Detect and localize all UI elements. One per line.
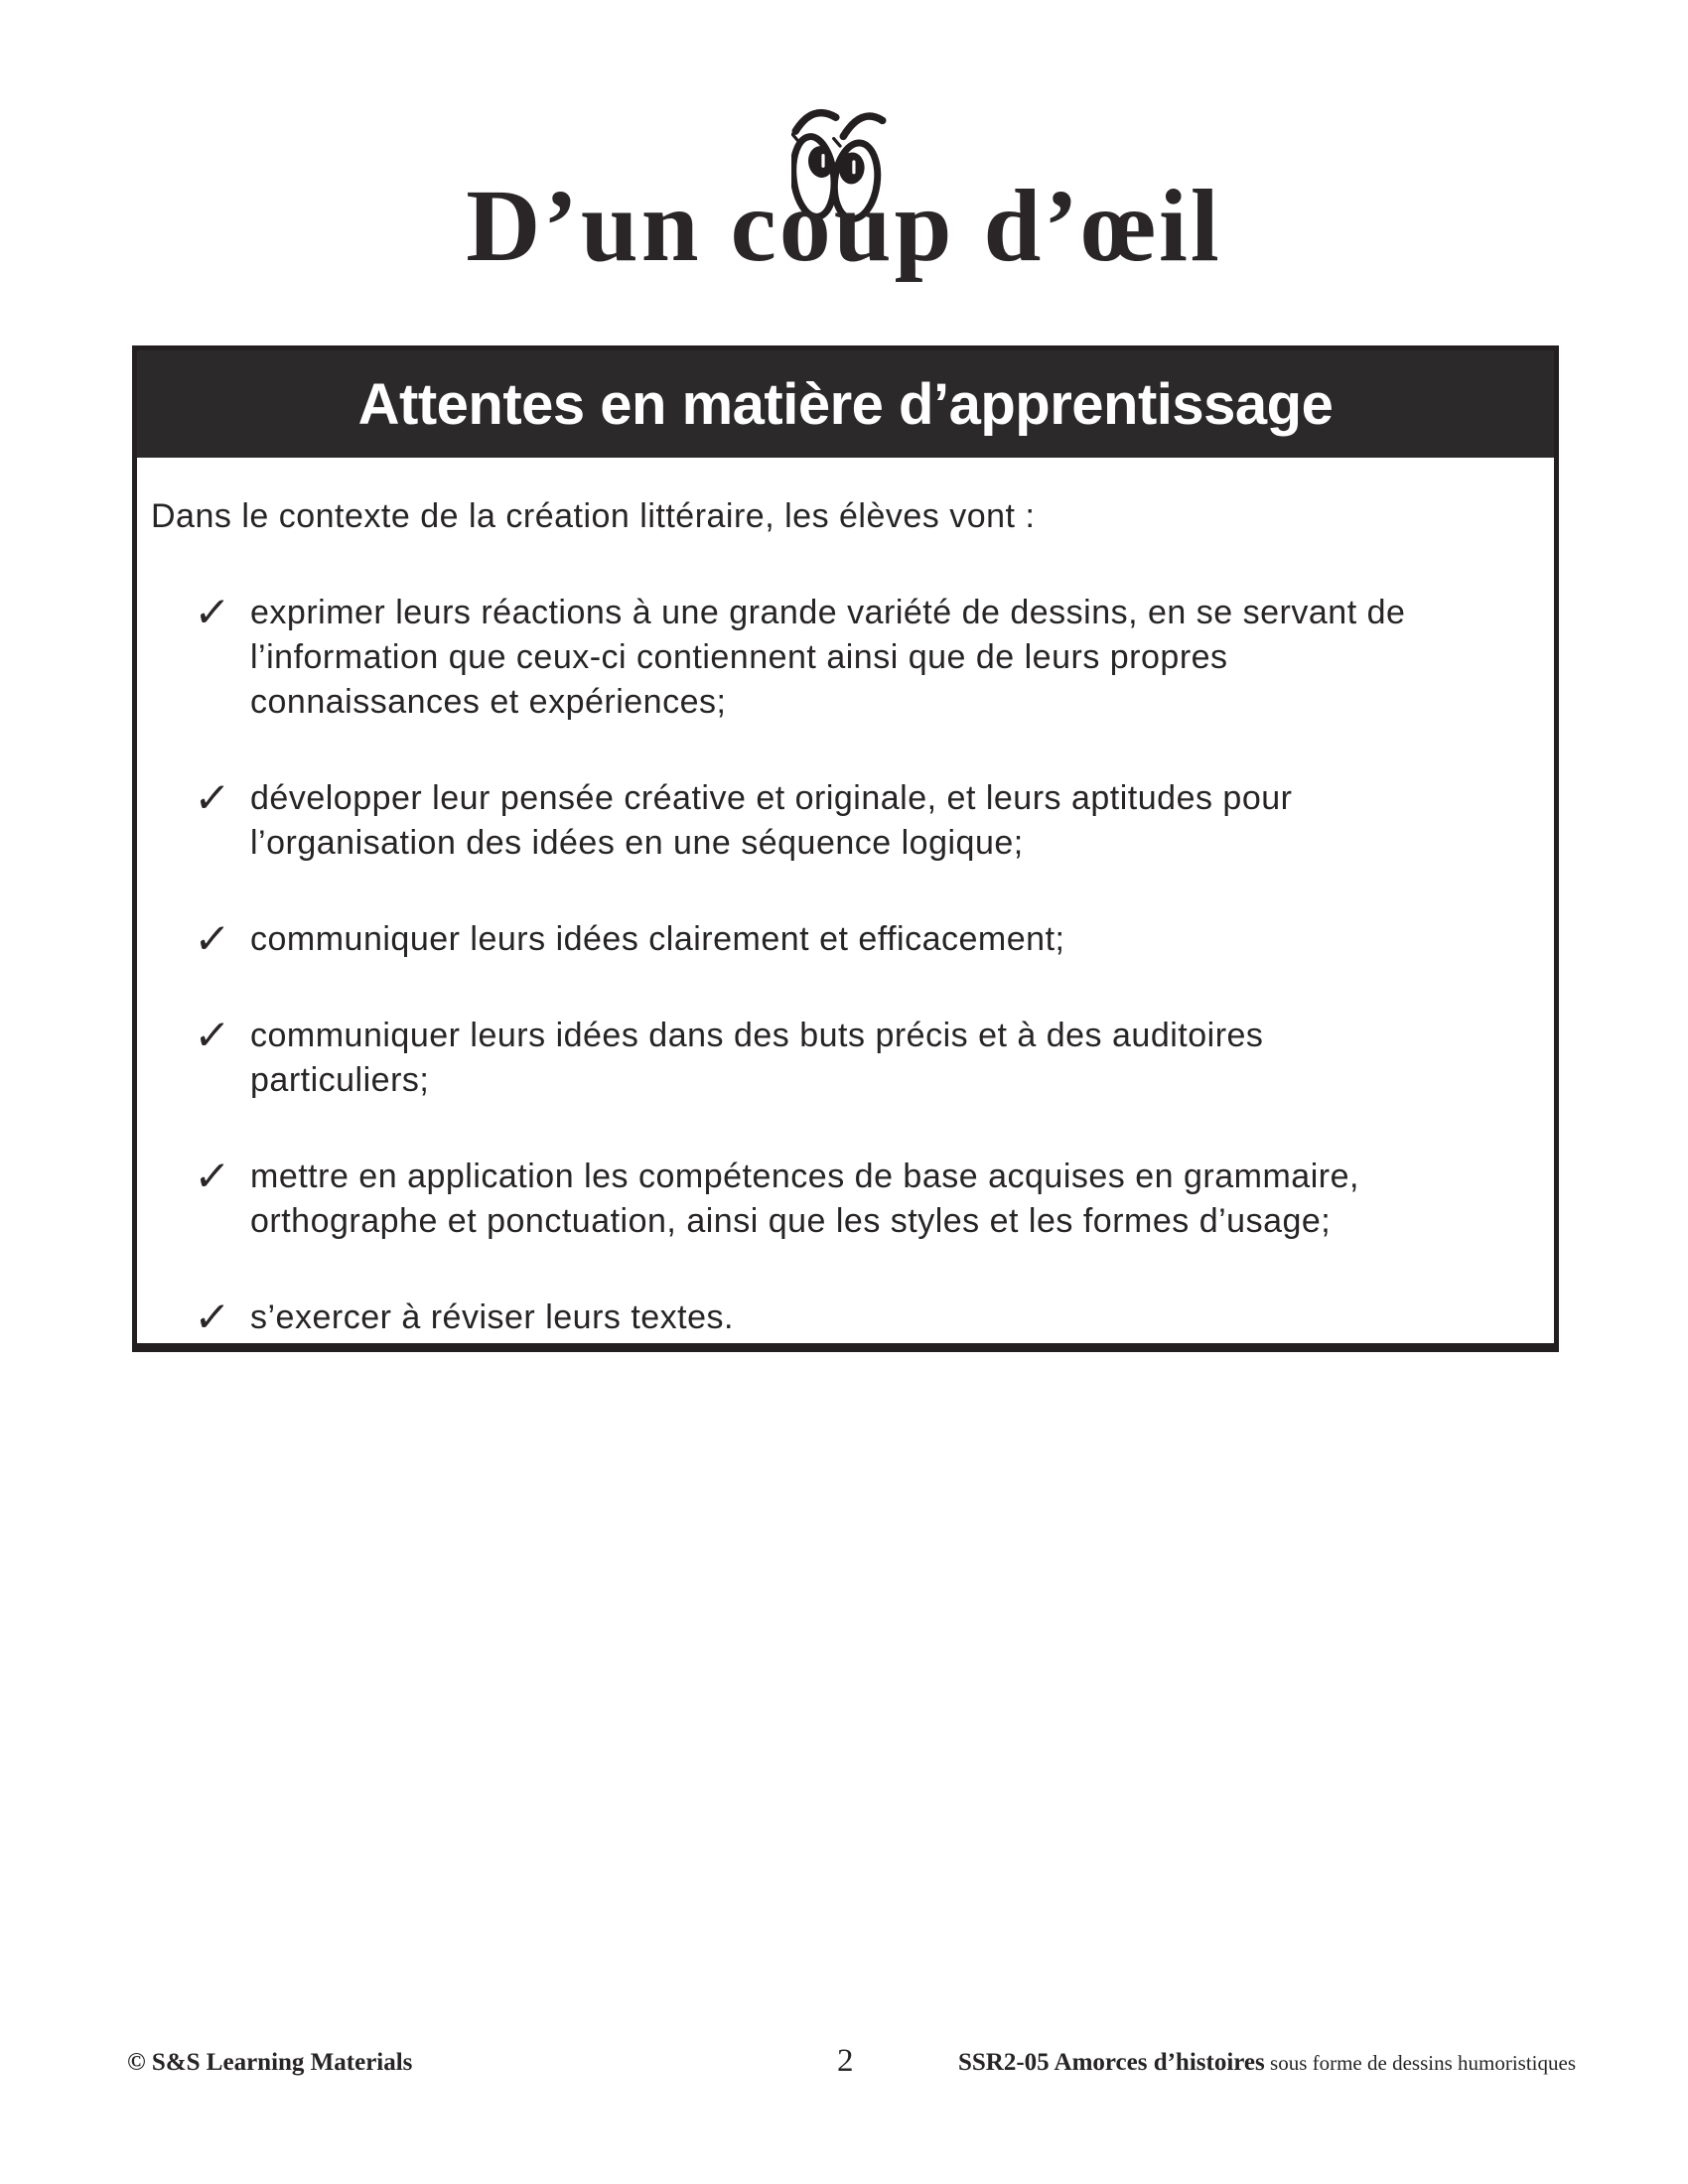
expectations-body [137, 458, 1554, 1340]
product-code-rest: sous forme de dessins humoristiques [1264, 2051, 1576, 2075]
product-code-bold: SSR2-05 Amorces d’histoires [957, 2049, 1265, 2076]
list-item [151, 1293, 1524, 1341]
checkmark-icon: ✓ [192, 773, 232, 822]
product-code [958, 2049, 1576, 2077]
checkmark-icon: ✓ [192, 1152, 232, 1200]
page-number: 2 [837, 2043, 854, 2079]
list-item-text: communiquer leurs idées dans des buts précis et à des auditoires particuliers; [250, 1017, 1264, 1099]
copyright-text: © S&S Learning Materials [127, 2049, 413, 2076]
list-item-text: développer leur pensée créative et originale, et leurs aptitudes pour l’organisation des idées en une séquence logique; [250, 779, 1293, 862]
list-item [151, 914, 1524, 963]
page-title: D’un coup d’œil [466, 169, 1222, 283]
list-item-text: mettre en application les compétences de base acquises en grammaire, orthographe et ponctuation, ainsi que les styles et les formes d’usage; [250, 1158, 1359, 1240]
list-item [151, 1011, 1524, 1103]
expectations-box [132, 345, 1559, 1352]
page-footer [0, 2041, 1688, 2101]
checkmark-icon: ✓ [192, 588, 232, 636]
list-item [151, 1152, 1524, 1244]
list-item [151, 773, 1524, 866]
list-item [151, 588, 1524, 725]
checkmark-icon: ✓ [192, 1293, 232, 1341]
checkmark-icon: ✓ [192, 1011, 232, 1059]
list-item-text: s’exercer à réviser leurs textes. [250, 1298, 734, 1336]
section-header-banner: Attentes en matière d’apprentissage [137, 350, 1554, 458]
checkmark-icon: ✓ [192, 914, 232, 963]
list-item-text: exprimer leurs réactions à une grande variété de dessins, en se servant de l’information que ceux-ci contiennent ainsi que de leurs propres connaissances et expériences; [250, 594, 1406, 721]
expectations-list [151, 588, 1524, 1341]
list-item-text: communiquer leurs idées clairement et efficacement; [250, 920, 1065, 958]
intro-text: Dans le contexte de la création littéraire, les élèves vont : [151, 497, 1036, 535]
